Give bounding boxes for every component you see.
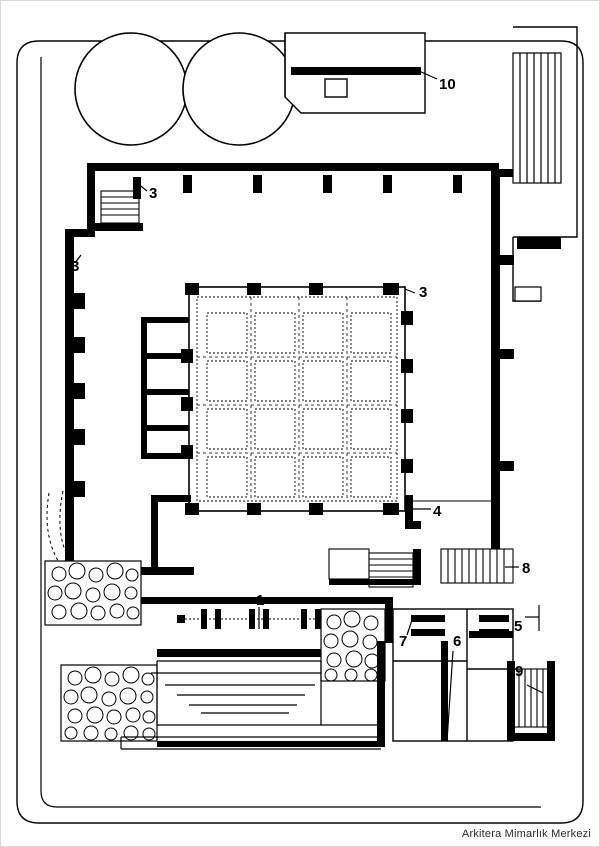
room-fixtures [411,615,513,741]
callout-5: 5 [514,618,523,635]
callout-9: 9 [515,663,524,680]
callout-3b: 3 [71,258,80,275]
callout-7: 7 [399,633,408,650]
west-wall-openings [74,293,85,497]
stone-wall-center [321,609,385,681]
stone-wall-upper-left [45,561,141,625]
callout-4: 4 [433,503,442,520]
west-main-wall [65,229,95,581]
hall-grid-axes [197,297,397,501]
silo-left [75,33,187,145]
silo-right [183,33,295,145]
columned-hall [189,287,405,511]
stair-right-8 [441,549,513,583]
hall-columns [181,283,413,515]
callout-3a: 3 [149,185,158,202]
callout-6: 6 [453,633,462,650]
credit-text: Arkitera Mimarlık Merkezi [461,828,591,840]
stone-wall-lower-left [61,665,157,741]
lower-right-rooms [393,609,513,741]
callout-8: 8 [522,560,531,577]
callout-3c: 3 [419,284,428,301]
floor-plan-drawing [1,1,600,847]
west-ribs [141,317,189,459]
callout-10: 10 [439,76,456,93]
east-main-wall [491,169,531,561]
north-canopy-block [285,33,425,113]
stair-east-top [513,53,561,183]
north-beam-ticks [183,175,462,193]
callout-1: 1 [256,592,265,609]
